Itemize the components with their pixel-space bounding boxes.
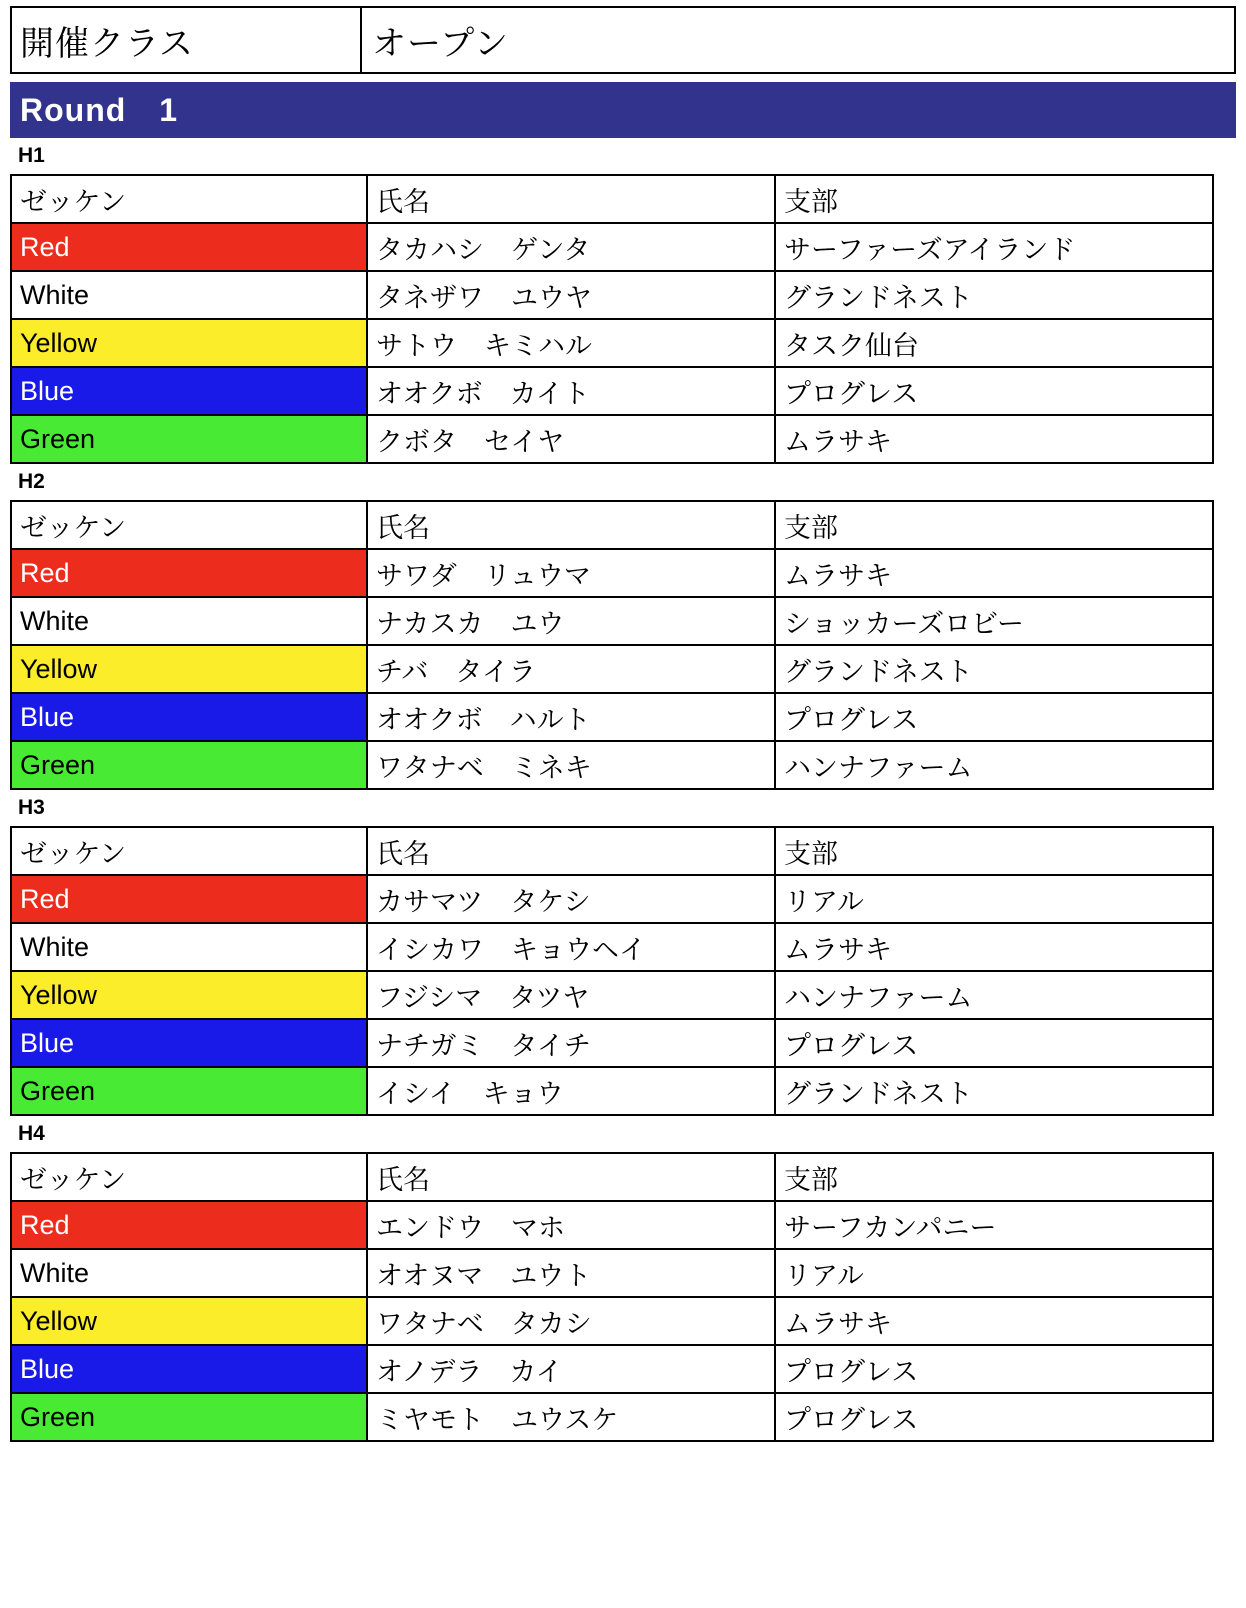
table-row	[11, 693, 1213, 741]
bib-color-cell: Red	[11, 223, 367, 271]
rider-name-cell: ナチガミ タイチ	[367, 1019, 775, 1067]
table-row	[11, 923, 1213, 971]
rider-name-cell: エンドウ マホ	[367, 1201, 775, 1249]
class-header-label: 開催クラス	[12, 8, 362, 72]
rider-name-cell: サワダ リュウマ	[367, 549, 775, 597]
club-cell: リアル	[775, 875, 1213, 923]
rider-name-cell: クボタ セイヤ	[367, 415, 775, 463]
bib-color-cell: Red	[11, 549, 367, 597]
bib-color-cell: Green	[11, 415, 367, 463]
club-cell: ムラサキ	[775, 549, 1213, 597]
club-cell: プログレス	[775, 1019, 1213, 1067]
column-header-club: 支部	[775, 827, 1213, 875]
bib-color-cell: White	[11, 271, 367, 319]
column-header-name: 氏名	[367, 827, 775, 875]
class-header-value: オープン	[372, 24, 509, 63]
club-cell: プログレス	[775, 367, 1213, 415]
club-cell: グランドネスト	[775, 1067, 1213, 1115]
column-header-bib: ゼッケン	[11, 175, 367, 223]
bib-color-cell: Green	[11, 741, 367, 789]
table-header-row	[11, 501, 1213, 549]
rider-name-cell: ワタナベ タカシ	[367, 1297, 775, 1345]
column-header-club: 支部	[775, 501, 1213, 549]
round-banner: Round 1	[10, 82, 1236, 138]
heat-table	[10, 500, 1214, 790]
bib-color-cell: Green	[11, 1393, 367, 1441]
heat-block	[10, 138, 1236, 464]
bib-color-cell: Yellow	[11, 645, 367, 693]
table-row	[11, 319, 1213, 367]
heat-table	[10, 1152, 1214, 1442]
bib-color-cell: Yellow	[11, 971, 367, 1019]
column-header-club: 支部	[775, 1153, 1213, 1201]
club-cell: グランドネスト	[775, 645, 1213, 693]
heats-container	[10, 138, 1236, 1442]
table-header-row	[11, 827, 1213, 875]
table-row	[11, 1201, 1213, 1249]
table-header-row	[11, 175, 1213, 223]
column-header-bib: ゼッケン	[11, 1153, 367, 1201]
column-header-club: 支部	[775, 175, 1213, 223]
club-cell: ハンナファーム	[775, 741, 1213, 789]
rider-name-cell: サトウ キミハル	[367, 319, 775, 367]
table-row	[11, 1297, 1213, 1345]
column-header-bib: ゼッケン	[11, 827, 367, 875]
table-header-row	[11, 1153, 1213, 1201]
table-row	[11, 645, 1213, 693]
table-row	[11, 741, 1213, 789]
club-cell: サーファーズアイランド	[775, 223, 1213, 271]
bib-color-cell: White	[11, 1249, 367, 1297]
class-header	[10, 6, 1236, 74]
club-cell: ムラサキ	[775, 1297, 1213, 1345]
table-row	[11, 1345, 1213, 1393]
heat-label: H2	[18, 470, 45, 493]
bib-color-cell: White	[11, 597, 367, 645]
club-cell: リアル	[775, 1249, 1213, 1297]
bib-color-cell: Yellow	[11, 1297, 367, 1345]
rider-name-cell: オオクボ カイト	[367, 367, 775, 415]
heat-block	[10, 790, 1236, 1116]
bib-color-cell: Blue	[11, 1019, 367, 1067]
table-row	[11, 1249, 1213, 1297]
bib-color-cell: Green	[11, 1067, 367, 1115]
table-row	[11, 271, 1213, 319]
rider-name-cell: ミヤモト ユウスケ	[367, 1393, 775, 1441]
club-cell: ハンナファーム	[775, 971, 1213, 1019]
club-cell: ムラサキ	[775, 923, 1213, 971]
bib-color-cell: Red	[11, 875, 367, 923]
heat-label: H3	[18, 796, 45, 819]
column-header-name: 氏名	[367, 175, 775, 223]
club-cell: プログレス	[775, 1345, 1213, 1393]
rider-name-cell: フジシマ タツヤ	[367, 971, 775, 1019]
rider-name-cell: イシイ キョウ	[367, 1067, 775, 1115]
bib-color-cell: Yellow	[11, 319, 367, 367]
rider-name-cell: タカハシ ゲンタ	[367, 223, 775, 271]
bib-color-cell: Blue	[11, 693, 367, 741]
table-row	[11, 597, 1213, 645]
club-cell: ショッカーズロビー	[775, 597, 1213, 645]
club-cell: サーフカンパニー	[775, 1201, 1213, 1249]
club-cell: プログレス	[775, 693, 1213, 741]
rider-name-cell: オノデラ カイ	[367, 1345, 775, 1393]
rider-name-cell: ワタナベ ミネキ	[367, 741, 775, 789]
rider-name-cell: ナカスカ ユウ	[367, 597, 775, 645]
column-header-bib: ゼッケン	[11, 501, 367, 549]
club-cell: プログレス	[775, 1393, 1213, 1441]
table-row	[11, 549, 1213, 597]
table-row	[11, 223, 1213, 271]
column-header-name: 氏名	[367, 501, 775, 549]
club-cell: グランドネスト	[775, 271, 1213, 319]
rider-name-cell: タネザワ ユウヤ	[367, 271, 775, 319]
rider-name-cell: オオクボ ハルト	[367, 693, 775, 741]
heat-block	[10, 464, 1236, 790]
rider-name-cell: カサマツ タケシ	[367, 875, 775, 923]
column-header-name: 氏名	[367, 1153, 775, 1201]
table-row	[11, 367, 1213, 415]
rider-name-cell: チバ タイラ	[367, 645, 775, 693]
table-row	[11, 971, 1213, 1019]
table-row	[11, 1393, 1213, 1441]
bib-color-cell: Red	[11, 1201, 367, 1249]
rider-name-cell: イシカワ キョウヘイ	[367, 923, 775, 971]
heat-table	[10, 826, 1214, 1116]
table-row	[11, 415, 1213, 463]
table-row	[11, 1019, 1213, 1067]
rider-name-cell: オオヌマ ユウト	[367, 1249, 775, 1297]
heat-label: H4	[18, 1122, 45, 1145]
club-cell: ムラサキ	[775, 415, 1213, 463]
bib-color-cell: White	[11, 923, 367, 971]
heat-block	[10, 1116, 1236, 1442]
heat-table	[10, 174, 1214, 464]
club-cell: タスク仙台	[775, 319, 1213, 367]
table-row	[11, 875, 1213, 923]
bib-color-cell: Blue	[11, 1345, 367, 1393]
heat-label: H1	[18, 144, 45, 167]
table-row	[11, 1067, 1213, 1115]
bib-color-cell: Blue	[11, 367, 367, 415]
